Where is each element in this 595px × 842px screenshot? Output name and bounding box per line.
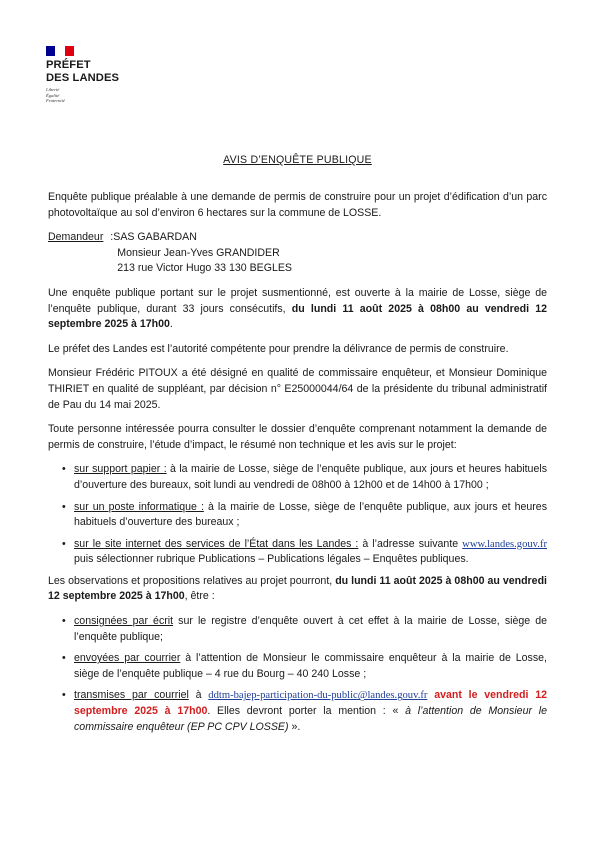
bullet-icon: •	[62, 500, 66, 513]
bullet-icon: •	[62, 615, 66, 628]
flag-red	[65, 46, 74, 56]
list-item: • transmises par courriel à ddtm-bajep-participation-du-public@landes.gouv.fr avant le vendredi 12 septembre 2025 à 17h00. Elles devront porter la mention : « à l’attention de Monsieur le commissaire enquêteur (EP PC CPV LOSSE) ».	[62, 689, 548, 733]
applicant-block: Demandeur : SAS GABARDAN Monsieur Jean-Yves GRANDIDER 213 rue Victor Hugo 33 130 BEGLES	[48, 230, 547, 277]
list-item: • sur le site internet des services de l’État dans les Landes : à l’adresse suivante www.landes.gouv.fr puis sélectionner rubrique Publications – Publications légales – Enquêtes publiques.	[62, 537, 547, 566]
applicant-label: Demandeur	[48, 231, 104, 244]
bullet-icon: •	[62, 689, 66, 702]
bullet-icon: •	[62, 463, 66, 476]
applicant-name: SAS GABARDAN	[113, 231, 197, 244]
deadline-text: avant le vendredi 12 septembre 2025 à 17h00	[74, 689, 547, 718]
website-link[interactable]: www.landes.gouv.fr	[462, 538, 547, 550]
list-item: • consignées par écrit sur le registre d’enquête ouvert à cet effet à la mairie de Losse, siège de l’enquête publique;	[62, 615, 547, 643]
intro-paragraph: Enquête publique préalable à une demande de permis de construire pour un projet d’édification d’un parc photovoltaïque au sol d’environ 6 hectares sur la commune de LOSSE.	[48, 191, 547, 219]
observations-intro: Les observations et propositions relatives au projet pourront, du lundi 11 août 2025 à 08h00 au vendredi 12 septembre 2025 à 17h00, être :	[48, 574, 547, 603]
notice-body	[48, 190, 547, 741]
republic-motto: Liberté Égalité Fraternité	[46, 87, 65, 104]
consultation-intro: Toute personne intéressée pourra consulter le dossier d’enquête comprenant notamment la demande de permis de construire, l’étude d’impact, le résumé non technique et les avis sur le projet:	[48, 423, 547, 451]
applicant-address: 213 rue Victor Hugo 33 130 BEGLES	[117, 262, 292, 275]
list-item: • sur un poste informatique : à la mairie de Losse, siège de l’enquête publique, aux jours et heures habituels d’ouverture des bureaux ;	[62, 500, 547, 529]
org-name: PRÉFET DES LANDES	[46, 59, 120, 84]
observations-list	[48, 614, 547, 735]
applicant-lines	[113, 230, 292, 277]
prefecture-logo	[46, 46, 136, 104]
flag-blue	[46, 46, 55, 56]
page-title: AVIS D’ENQUÊTE PUBLIQUE	[223, 154, 372, 166]
french-flag-icon	[46, 46, 74, 56]
list-item: • envoyées par courrier à l’attention de Monsieur le commissaire enquêteur à la mairie de Losse, siège de l’enquête publique – 4 rue du Bourg – 40 240 Losse ;	[62, 652, 547, 680]
opening-paragraph: Une enquête publique portant sur le projet susmentionné, est ouverte à la mairie de Losse, siège de l’enquête publique, durant 33 jours consécutifs, du lundi 11 août 2025 à 08h00 au vendredi 12 septembre 2025 à 17h00.	[48, 286, 547, 331]
commissioner-paragraph: Monsieur Frédéric PITOUX a été désigné en qualité de commissaire enquêteur, et Monsieur Dominique THIRIET en qualité de suppléant, par décision n° E25000044/64 de la présidente du tribunal administratif de Pau du 14 mai 2025.	[48, 367, 547, 411]
list-item: • sur support papier : à la mairie de Losse, siège de l’enquête publique, aux jours et heures habituels d’ouverture des bureaux, soit lundi au vendredi de 08h00 à 12h00 et de 14h00 à 17h00 ;	[62, 463, 547, 491]
applicant-contact: Monsieur Jean-Yves GRANDIDER	[117, 246, 280, 259]
authority-paragraph: Le préfet des Landes est l’autorité compétente pour prendre la délivrance de permis de construire.	[48, 342, 509, 355]
bullet-icon: •	[62, 537, 66, 550]
consultation-list	[48, 462, 547, 568]
email-link[interactable]: ddtm-bajep-participation-du-public@landes.gouv.fr	[208, 690, 428, 702]
bullet-icon: •	[62, 652, 66, 665]
flag-white	[55, 46, 64, 56]
